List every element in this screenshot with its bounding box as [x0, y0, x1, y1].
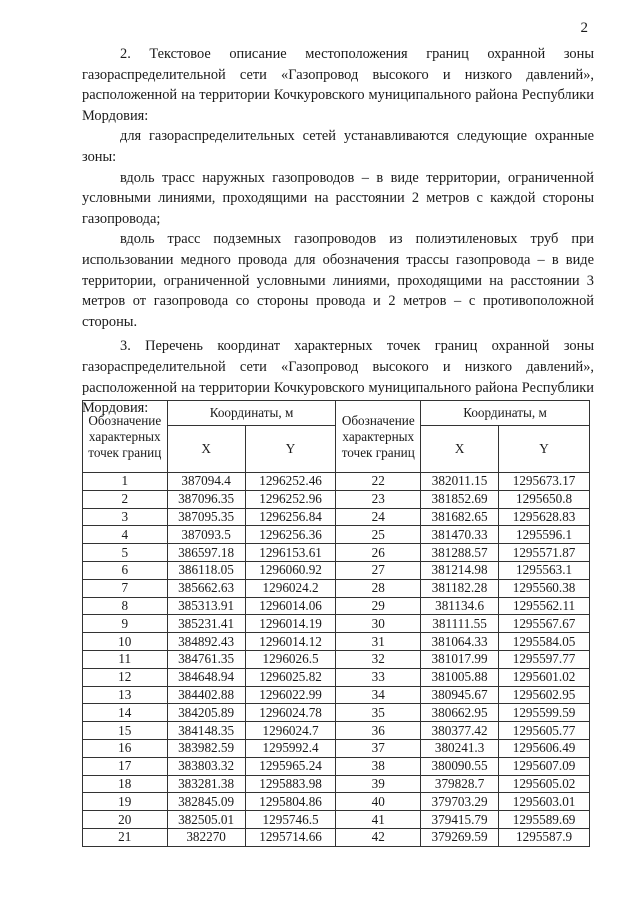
point-number-cell: 16: [83, 739, 168, 757]
table-row: [83, 722, 590, 740]
coord-x-cell: 381470.33: [421, 526, 499, 544]
point-number-cell: 7: [83, 579, 168, 597]
coord-x-cell: 380090.55: [421, 757, 499, 775]
table-row: [83, 490, 590, 508]
point-number-cell: 25: [336, 526, 421, 544]
coord-y-cell: 1295603.01: [499, 793, 590, 811]
point-number-cell: 30: [336, 615, 421, 633]
coord-y-cell: 1295607.09: [499, 757, 590, 775]
coord-x-cell: 379703.29: [421, 793, 499, 811]
coord-y-cell: 1295584.05: [499, 633, 590, 651]
coord-x-cell: 387095.35: [167, 508, 245, 526]
point-number-cell: 5: [83, 544, 168, 562]
point-number-cell: 19: [83, 793, 168, 811]
point-number-cell: 22: [336, 473, 421, 491]
coord-x-cell: 383281.38: [167, 775, 245, 793]
table-row: [83, 473, 590, 491]
coord-x-cell: 379269.59: [421, 828, 499, 846]
coord-x-cell: 387096.35: [167, 490, 245, 508]
coord-x-cell: 382270: [167, 828, 245, 846]
point-number-cell: 27: [336, 561, 421, 579]
coord-x-cell: 385231.41: [167, 615, 245, 633]
coord-y-cell: 1296256.36: [245, 526, 336, 544]
point-number-cell: 20: [83, 811, 168, 829]
header-x-left: X: [167, 426, 245, 473]
table-row: [83, 668, 590, 686]
coord-y-cell: 1295883.98: [245, 775, 336, 793]
coord-y-cell: 1295602.95: [499, 686, 590, 704]
paragraph-section-3: 3. Перечень координат характерных точек границ охранной зоны газораспределительной сети «Газопровод высокого и низкого давлений», расположенной на территории Кочкуровского муниципального района Республики Мордовия:: [82, 338, 594, 417]
coord-x-cell: 381288.57: [421, 544, 499, 562]
point-number-cell: 40: [336, 793, 421, 811]
coord-y-cell: 1296022.99: [245, 686, 336, 704]
point-number-cell: 3: [83, 508, 168, 526]
coord-y-cell: 1295597.77: [499, 650, 590, 668]
coord-y-cell: 1295587.9: [499, 828, 590, 846]
header-coords-right: Координаты, м: [421, 401, 590, 426]
table-row: [83, 561, 590, 579]
table-row: [83, 793, 590, 811]
coord-x-cell: 384205.89: [167, 704, 245, 722]
coord-y-cell: 1295714.66: [245, 828, 336, 846]
coord-y-cell: 1295560.38: [499, 579, 590, 597]
coord-x-cell: 382011.15: [421, 473, 499, 491]
coord-y-cell: 1296024.2: [245, 579, 336, 597]
table-row: [83, 650, 590, 668]
coord-y-cell: 1295965.24: [245, 757, 336, 775]
point-number-cell: 18: [83, 775, 168, 793]
coord-y-cell: 1296014.06: [245, 597, 336, 615]
coord-y-cell: 1296252.96: [245, 490, 336, 508]
table-body: [83, 473, 590, 847]
point-number-cell: 21: [83, 828, 168, 846]
table-row: [83, 704, 590, 722]
coord-x-cell: 381017.99: [421, 650, 499, 668]
point-number-cell: 24: [336, 508, 421, 526]
point-number-cell: 12: [83, 668, 168, 686]
coord-y-cell: 1295746.5: [245, 811, 336, 829]
coord-y-cell: 1295992.4: [245, 739, 336, 757]
point-number-cell: 2: [83, 490, 168, 508]
point-number-cell: 13: [83, 686, 168, 704]
coord-x-cell: 381852.69: [421, 490, 499, 508]
point-number-cell: 42: [336, 828, 421, 846]
table-row: [83, 526, 590, 544]
point-number-cell: 15: [83, 722, 168, 740]
table-row: [83, 775, 590, 793]
coord-x-cell: 380241.3: [421, 739, 499, 757]
coord-y-cell: 1295650.8: [499, 490, 590, 508]
coord-x-cell: 385662.63: [167, 579, 245, 597]
coord-x-cell: 381111.55: [421, 615, 499, 633]
coord-y-cell: 1296014.12: [245, 633, 336, 651]
coord-y-cell: 1295589.69: [499, 811, 590, 829]
document-body: [82, 44, 594, 419]
header-y-right: Y: [499, 426, 590, 473]
coord-x-cell: 381214.98: [421, 561, 499, 579]
table-row: [83, 633, 590, 651]
point-number-cell: 33: [336, 668, 421, 686]
coord-x-cell: 384402.88: [167, 686, 245, 704]
header-x-right: X: [421, 426, 499, 473]
point-number-cell: 23: [336, 490, 421, 508]
coord-x-cell: 387093.5: [167, 526, 245, 544]
table-row: [83, 597, 590, 615]
point-number-cell: 4: [83, 526, 168, 544]
coord-x-cell: 382845.09: [167, 793, 245, 811]
coord-y-cell: 1296026.5: [245, 650, 336, 668]
coord-y-cell: 1296025.82: [245, 668, 336, 686]
coord-y-cell: 1295567.67: [499, 615, 590, 633]
coord-y-cell: 1295599.59: [499, 704, 590, 722]
coord-x-cell: 386118.05: [167, 561, 245, 579]
coord-y-cell: 1296256.84: [245, 508, 336, 526]
point-number-cell: 9: [83, 615, 168, 633]
coord-y-cell: 1295628.83: [499, 508, 590, 526]
point-number-cell: 41: [336, 811, 421, 829]
paragraph-underground-pipelines: вдоль трасс подземных газопроводов из полиэтиленовых труб при использовании медного провода для обозначения трассы газопровода – в виде территории, ограниченной условными линиями, проходящими на расстоянии 3 метров от газопровода со стороны провода и 2 метров – с противоположной стороны.: [82, 231, 594, 330]
coord-x-cell: 380945.67: [421, 686, 499, 704]
coord-y-cell: 1296060.92: [245, 561, 336, 579]
point-number-cell: 31: [336, 633, 421, 651]
coord-y-cell: 1295605.77: [499, 722, 590, 740]
coord-x-cell: 379828.7: [421, 775, 499, 793]
header-coords-left: Координаты, м: [167, 401, 336, 426]
coord-x-cell: 383803.32: [167, 757, 245, 775]
coord-y-cell: 1295601.02: [499, 668, 590, 686]
coord-x-cell: 381005.88: [421, 668, 499, 686]
paragraph-external-pipelines: вдоль трасс наружных газопроводов – в виде территории, ограниченной условными линиями, проходящими на расстоянии 2 метров с каждой стороны газопровода;: [82, 169, 594, 227]
coord-y-cell: 1296024.7: [245, 722, 336, 740]
coord-x-cell: 384148.35: [167, 722, 245, 740]
point-number-cell: 37: [336, 739, 421, 757]
coord-y-cell: 1295562.11: [499, 597, 590, 615]
point-number-cell: 14: [83, 704, 168, 722]
point-number-cell: 32: [336, 650, 421, 668]
coord-y-cell: 1295563.1: [499, 561, 590, 579]
coord-y-cell: 1295673.17: [499, 473, 590, 491]
page-number: 2: [580, 20, 588, 36]
coord-x-cell: 381064.33: [421, 633, 499, 651]
coord-x-cell: 379415.79: [421, 811, 499, 829]
table-row: [83, 544, 590, 562]
coord-x-cell: 382505.01: [167, 811, 245, 829]
point-number-cell: 39: [336, 775, 421, 793]
table-row: [83, 757, 590, 775]
coord-x-cell: 380377.42: [421, 722, 499, 740]
coord-y-cell: 1296252.46: [245, 473, 336, 491]
coord-y-cell: 1295606.49: [499, 739, 590, 757]
coord-y-cell: 1295571.87: [499, 544, 590, 562]
paragraph-zones-intro: для газораспределительных сетей устанавливаются следующие охранные зоны:: [82, 128, 594, 165]
coord-y-cell: 1296014.19: [245, 615, 336, 633]
point-number-cell: 8: [83, 597, 168, 615]
table-row: [83, 828, 590, 846]
table-row: [83, 811, 590, 829]
coord-y-cell: 1295804.86: [245, 793, 336, 811]
header-y-left: Y: [245, 426, 336, 473]
coord-y-cell: 1296024.78: [245, 704, 336, 722]
point-number-cell: 34: [336, 686, 421, 704]
point-number-cell: 6: [83, 561, 168, 579]
point-number-cell: 11: [83, 650, 168, 668]
table-row: [83, 686, 590, 704]
point-number-cell: 38: [336, 757, 421, 775]
coord-x-cell: 380662.95: [421, 704, 499, 722]
point-number-cell: 29: [336, 597, 421, 615]
coord-x-cell: 385313.91: [167, 597, 245, 615]
point-number-cell: 36: [336, 722, 421, 740]
coord-x-cell: 381134.6: [421, 597, 499, 615]
coord-y-cell: 1295596.1: [499, 526, 590, 544]
header-point-right: Обозначение характерных точек границ: [336, 401, 421, 473]
coordinates-table: [82, 400, 590, 847]
coord-y-cell: 1295605.02: [499, 775, 590, 793]
coord-x-cell: 384648.94: [167, 668, 245, 686]
coord-x-cell: 384761.35: [167, 650, 245, 668]
point-number-cell: 26: [336, 544, 421, 562]
coord-x-cell: 387094.4: [167, 473, 245, 491]
point-number-cell: 10: [83, 633, 168, 651]
table-header-row: [83, 401, 590, 426]
header-point-left: Обозначение характерных точек границ: [83, 401, 168, 473]
table-row: [83, 615, 590, 633]
paragraph-section-2: 2. Текстовое описание местоположения границ охранной зоны газораспределительной сети «Газопровод высокого и низкого давлений», расположенной на территории Кочкуровского муниципального района Республики Мордовия:: [82, 46, 594, 124]
coord-x-cell: 386597.18: [167, 544, 245, 562]
coord-x-cell: 383982.59: [167, 739, 245, 757]
coord-y-cell: 1296153.61: [245, 544, 336, 562]
table-row: [83, 508, 590, 526]
coord-x-cell: 384892.43: [167, 633, 245, 651]
table-row: [83, 579, 590, 597]
table-row: [83, 739, 590, 757]
coord-x-cell: 381182.28: [421, 579, 499, 597]
point-number-cell: 17: [83, 757, 168, 775]
point-number-cell: 28: [336, 579, 421, 597]
coord-x-cell: 381682.65: [421, 508, 499, 526]
point-number-cell: 35: [336, 704, 421, 722]
point-number-cell: 1: [83, 473, 168, 491]
